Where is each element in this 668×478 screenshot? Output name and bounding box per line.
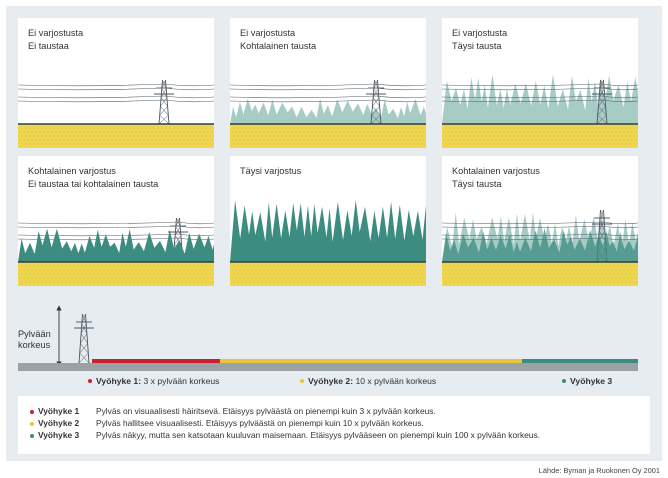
power-lines bbox=[230, 84, 426, 102]
zone-1-name: Vyöhyke 1 bbox=[96, 376, 139, 386]
zone-3-description: Pylväs näkyy, mutta sen katsotaan kuuluvan maisemaan. Etäisyys pylvääseen on pienempi kuin 100 x pylvään korkeus. bbox=[96, 430, 540, 440]
power-lines bbox=[18, 84, 214, 102]
panel-title bbox=[240, 165, 301, 178]
pylon-icon bbox=[74, 314, 94, 363]
zone-1-name: Vyöhyke 1 bbox=[38, 406, 80, 416]
zone-3-name: Vyöhyke 3 bbox=[570, 376, 613, 386]
panel-title-line-1: Ei varjostusta bbox=[240, 28, 296, 38]
field bbox=[230, 124, 426, 148]
zone-2-name: Vyöhyke 2 bbox=[38, 418, 80, 428]
panel-no-shading-moderate-background bbox=[230, 18, 426, 148]
zone-2-dot-icon bbox=[30, 422, 34, 426]
zone-2-caption-text: 10 x pylvään korkeus bbox=[355, 376, 437, 386]
panel-title bbox=[452, 27, 507, 52]
zone-strip bbox=[18, 302, 638, 372]
field bbox=[442, 262, 638, 286]
panel-title bbox=[240, 27, 316, 52]
panel-full-shading bbox=[230, 156, 426, 286]
zone-3-segment bbox=[522, 359, 638, 363]
zone-3-dot-icon bbox=[30, 434, 34, 438]
panel-no-shading-full-background bbox=[442, 18, 638, 148]
zone-2-description: Pylväs hallitsee visuaalisesti. Etäisyys pylväästä on pienempi kuin 10 x pylvään korkeus. bbox=[96, 418, 424, 428]
zone-2-segment bbox=[220, 359, 522, 363]
field bbox=[18, 124, 214, 148]
field bbox=[230, 262, 426, 286]
panel-moderate-shading bbox=[18, 156, 214, 286]
panel-title-line-1: Kohtalainen varjostus bbox=[452, 166, 540, 176]
pylon-height-label-line-1: Pylvään bbox=[18, 329, 51, 339]
zone-ground-bar bbox=[18, 363, 638, 371]
pylon-icon bbox=[74, 314, 94, 363]
panel-title-line-2: Täysi tausta bbox=[452, 40, 502, 51]
panel-title-line-2: Ei taustaa tai kohtalainen tausta bbox=[28, 178, 159, 189]
zone-1-caption-text: 3 x pylvään korkeus bbox=[143, 376, 220, 386]
panel-title-line-2: Kohtalainen tausta bbox=[240, 40, 317, 51]
pylon-zone-diagram bbox=[18, 302, 638, 372]
pylon-icon bbox=[154, 80, 174, 124]
panel-title-line-2: Ei taustaa bbox=[28, 40, 69, 51]
panel-title bbox=[28, 165, 158, 190]
zone-2-name: Vyöhyke 2 bbox=[308, 376, 351, 386]
zone-3-dot-icon bbox=[562, 379, 566, 383]
pylon-height-label-line-2: korkeus bbox=[18, 340, 51, 350]
zone-2-dot-icon bbox=[300, 379, 304, 383]
foreground-forest bbox=[230, 200, 426, 262]
panel-title bbox=[28, 27, 83, 52]
zone-1-segment bbox=[92, 359, 220, 363]
zone-3-caption bbox=[562, 376, 612, 386]
panel-title-line-1: Ei varjostusta bbox=[28, 28, 84, 38]
zone-1-caption: Vyöhyke 1: 3 x pylvään korkeus bbox=[88, 376, 219, 386]
field bbox=[442, 124, 638, 148]
zone-3-name: Vyöhyke 3 bbox=[38, 430, 80, 440]
panel-moderate-shading-full-background bbox=[442, 156, 638, 286]
zone-caption-row bbox=[6, 376, 662, 390]
zone-description-box bbox=[18, 396, 650, 454]
zone-1-dot-icon bbox=[88, 379, 92, 383]
panel-title bbox=[452, 165, 540, 190]
background-forest bbox=[442, 74, 638, 124]
zone-1-dot-icon bbox=[30, 410, 34, 414]
field bbox=[18, 262, 214, 286]
foreground-forest bbox=[18, 229, 214, 262]
infographic-frame bbox=[6, 6, 662, 461]
zone-1-description: Pylväs on visuaalisesti häiritsevä. Etäisyys pylväästä on pienempi kuin 3 x pylvään korkeus. bbox=[96, 406, 436, 416]
source-credit: Lähde: Byman ja Ruokonen Oy 2001 bbox=[538, 466, 660, 475]
panel-title-line-1: Täysi varjostus bbox=[240, 166, 302, 176]
background-forest bbox=[230, 99, 426, 124]
panel-no-shading-no-background bbox=[18, 18, 214, 148]
panel-title-line-2: Täysi tausta bbox=[452, 178, 502, 189]
panel-title-line-1: Ei varjostusta bbox=[452, 28, 508, 38]
panel-title-line-1: Kohtalainen varjostus bbox=[28, 166, 116, 176]
zone-2-caption: Vyöhyke 2: 10 x pylvään korkeus bbox=[300, 376, 436, 386]
